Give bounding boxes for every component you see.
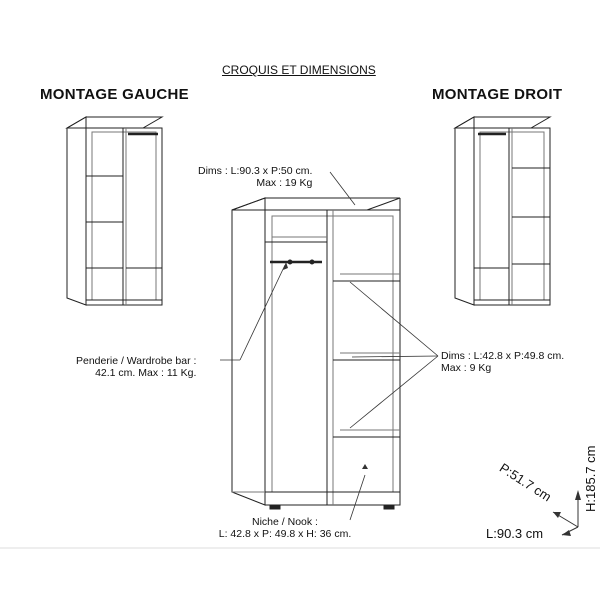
heading-right-assembly: MONTAGE DROIT [432,86,563,103]
dimension-axes [553,500,578,535]
niche-callout [200,516,370,540]
page-title: CROQUIS ET DIMENSIONS [222,63,376,77]
wardrobe-bar-line1: Penderie / Wardrobe bar : [76,355,197,367]
leader-lines [220,172,438,520]
overall-width-label: L:90.3 cm [486,526,544,541]
heading-left-assembly: MONTAGE GAUCHE [40,86,189,103]
niche-line1: Niche / Nook : [252,516,318,528]
dims-main-callout [198,165,312,189]
overall-depth-label: P:51.7 cm [496,460,555,505]
shelf-dims-line2: Max : 9 Kg [441,362,492,374]
right-assembly-wardrobe [455,117,550,305]
overall-height-label: H:185.7 cm [583,445,598,512]
left-assembly-wardrobe [67,117,162,305]
shelf-dims-line1: Dims : L:42.8 x P:49.8 cm. [441,350,565,362]
wardrobe-bar-line2: 42.1 cm. Max : 11 Kg. [95,367,197,379]
niche-line2: L: 42.8 x P: 49.8 x H: 36 cm. [218,528,352,540]
dims-main-line1: Dims : L:90.3 x P:50 cm. [198,165,313,177]
wardrobe-bar-callout [76,355,196,379]
shelf-dims-callout [441,350,564,374]
main-wardrobe [232,198,400,509]
dims-main-line2: Max : 19 Kg [256,177,313,189]
